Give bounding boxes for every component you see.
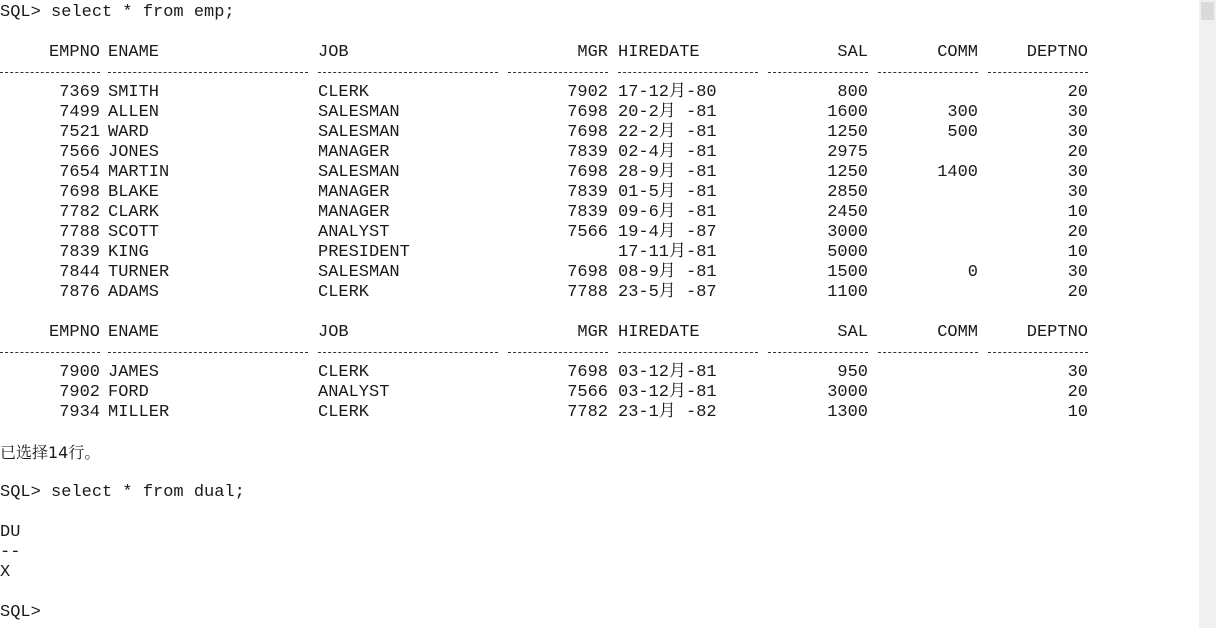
cell-comm [878,363,978,383]
cell-hiredate: 17-12月-80 [618,83,717,102]
cell-deptno: 10 [1067,403,1088,422]
separator-dashes-job [318,72,498,73]
column-header-job: JOB [318,43,349,62]
cell-comm: 0 [967,263,978,282]
separator-dashes-hiredate [618,72,758,73]
cell-sal: 2975 [827,143,868,162]
table-row [0,263,1100,283]
column-header-comm: COMM [937,43,978,62]
dual-row-value: X [0,563,11,582]
cell-comm [878,283,978,303]
cell-hiredate: 17-11月-81 [618,243,717,262]
cell-comm [878,143,978,163]
cell-comm [878,243,978,263]
cell-mgr: 7839 [567,203,608,222]
cell-empno: 7499 [59,103,100,122]
sql-prompt[interactable]: SQL> [0,603,41,622]
separator-dashes-job [318,352,498,353]
column-header-job: JOB [318,323,349,342]
cell-sal: 1600 [827,103,868,122]
cell-empno: 7698 [59,183,100,202]
cell-job: MANAGER [318,143,390,162]
cell-sal: 5000 [827,243,868,262]
cell-deptno: 20 [1067,223,1088,242]
cell-job: MANAGER [318,203,390,222]
cell-hiredate: 19-4月 -87 [618,223,717,242]
cell-comm [878,83,978,103]
cell-comm [878,223,978,243]
cell-empno: 7934 [59,403,100,422]
cell-sal: 1500 [827,263,868,282]
cell-sal: 800 [837,83,868,102]
rows-selected-message: 已选择14行。 [0,443,101,462]
cell-deptno: 10 [1067,203,1088,222]
column-header-empno: EMPNO [48,323,100,342]
cell-hiredate: 03-12月-81 [618,383,717,402]
cell-job: SALESMAN [318,163,400,182]
cell-ename: TURNER [108,263,170,282]
separator-dashes-deptno [988,352,1088,353]
cell-sal: 2450 [827,203,868,222]
column-header-hiredate: HIREDATE [618,43,700,62]
column-header-comm: COMM [937,323,978,342]
cell-mgr: 7788 [567,283,608,302]
cell-hiredate: 02-4月 -81 [618,143,717,162]
cell-ename: CLARK [108,203,160,222]
table-row [0,363,1100,383]
cell-comm: 500 [947,123,978,142]
cell-mgr [508,243,608,263]
cell-mgr: 7782 [567,403,608,422]
cell-mgr: 7902 [567,83,608,102]
separator-dashes-ename [108,72,308,73]
cell-deptno: 20 [1067,143,1088,162]
cell-job: CLERK [318,363,370,382]
cell-empno: 7521 [59,123,100,142]
cell-ename: SMITH [108,83,160,102]
cell-empno: 7844 [59,263,100,282]
cell-sal: 1300 [827,403,868,422]
cell-comm [878,183,978,203]
table-row [0,183,1100,203]
cell-mgr: 7698 [567,123,608,142]
table-row [0,223,1100,243]
cell-job: MANAGER [318,183,390,202]
cell-mgr: 7839 [567,183,608,202]
cell-deptno: 20 [1067,283,1088,302]
column-header-row [0,323,1100,343]
separator-dashes-sal [768,352,868,353]
dual-column-header: DU [0,523,21,542]
cell-ename: JONES [108,143,160,162]
cell-ename: MILLER [108,403,170,422]
separator-dashes-empno [0,352,100,353]
cell-job: CLERK [318,283,370,302]
cell-sal: 2850 [827,183,868,202]
separator-dashes-comm [878,352,978,353]
cell-ename: FORD [108,383,149,402]
column-separator-row [0,63,1100,83]
cell-mgr: 7698 [567,163,608,182]
table-row [0,283,1100,303]
cell-comm: 1400 [937,163,978,182]
cell-sal: 1100 [827,283,868,302]
table-row [0,403,1100,423]
cell-comm: 300 [947,103,978,122]
cell-deptno: 20 [1067,83,1088,102]
cell-ename: SCOTT [108,223,160,242]
column-separator-row [0,343,1100,363]
cell-hiredate: 23-1月 -82 [618,403,717,422]
table-row [0,123,1100,143]
cell-comm [878,403,978,423]
cell-mgr: 7698 [567,103,608,122]
cell-job: SALESMAN [318,103,400,122]
dual-column-separator: -- [0,543,21,562]
cell-comm [878,383,978,403]
cell-empno: 7654 [59,163,100,182]
cell-ename: BLAKE [108,183,160,202]
separator-dashes-mgr [508,352,608,353]
column-header-hiredate: HIREDATE [618,323,700,342]
separator-dashes-sal [768,72,868,73]
vertical-scrollbar[interactable] [1199,0,1216,628]
cell-sal: 3000 [827,383,868,402]
cell-hiredate: 28-9月 -81 [618,163,717,182]
cell-ename: WARD [108,123,149,142]
separator-dashes-empno [0,72,100,73]
cell-deptno: 30 [1067,263,1088,282]
cell-job: ANALYST [318,223,390,242]
column-header-mgr: MGR [577,323,608,342]
cell-deptno: 30 [1067,103,1088,122]
cell-hiredate: 08-9月 -81 [618,263,717,282]
cell-empno: 7788 [59,223,100,242]
cell-job: CLERK [318,83,370,102]
cell-mgr: 7698 [567,263,608,282]
cell-empno: 7369 [59,83,100,102]
column-header-ename: ENAME [108,323,160,342]
cell-ename: ALLEN [108,103,160,122]
cell-job: SALESMAN [318,263,400,282]
cell-hiredate: 23-5月 -87 [618,283,717,302]
column-header-ename: ENAME [108,43,160,62]
scrollbar-thumb[interactable] [1201,2,1214,20]
cell-deptno: 30 [1067,183,1088,202]
cell-hiredate: 01-5月 -81 [618,183,717,202]
cell-hiredate: 09-6月 -81 [618,203,717,222]
command-line-select-emp: SQL> select * from emp; [0,3,235,22]
cell-mgr: 7566 [567,383,608,402]
column-header-row [0,43,1100,63]
cell-sal: 1250 [827,163,868,182]
cell-job: SALESMAN [318,123,400,142]
cell-mgr: 7839 [567,143,608,162]
cell-deptno: 30 [1067,363,1088,382]
cell-empno: 7902 [59,383,100,402]
cell-job: ANALYST [318,383,390,402]
cell-empno: 7566 [59,143,100,162]
table-row [0,203,1100,223]
cell-ename: ADAMS [108,283,160,302]
cell-ename: JAMES [108,363,160,382]
column-header-deptno: DEPTNO [1026,43,1088,62]
cell-mgr: 7566 [567,223,608,242]
table-row [0,383,1100,403]
cell-hiredate: 20-2月 -81 [618,103,717,122]
cell-empno: 7876 [59,283,100,302]
cell-job: CLERK [318,403,370,422]
cell-empno: 7782 [59,203,100,222]
cell-hiredate: 22-2月 -81 [618,123,717,142]
cell-deptno: 20 [1067,383,1088,402]
cell-sal: 1250 [827,123,868,142]
command-line-select-dual: SQL> select * from dual; [0,483,245,502]
cell-job: PRESIDENT [318,243,410,262]
cell-deptno: 30 [1067,123,1088,142]
separator-dashes-mgr [508,72,608,73]
separator-dashes-hiredate [618,352,758,353]
cell-deptno: 30 [1067,163,1088,182]
cell-hiredate: 03-12月-81 [618,363,717,382]
table-row [0,83,1100,103]
column-header-deptno: DEPTNO [1026,323,1088,342]
cell-empno: 7839 [59,243,100,262]
table-row [0,243,1100,263]
separator-dashes-deptno [988,72,1088,73]
table-row [0,163,1100,183]
cell-comm [878,203,978,223]
cell-ename: MARTIN [108,163,170,182]
separator-dashes-comm [878,72,978,73]
table-row [0,143,1100,163]
cell-ename: KING [108,243,149,262]
cell-sal: 3000 [827,223,868,242]
column-header-sal: SAL [837,43,868,62]
cell-mgr: 7698 [567,363,608,382]
cell-deptno: 10 [1067,243,1088,262]
column-header-empno: EMPNO [48,43,100,62]
column-header-sal: SAL [837,323,868,342]
table-row [0,103,1100,123]
column-header-mgr: MGR [577,43,608,62]
cell-empno: 7900 [59,363,100,382]
separator-dashes-ename [108,352,308,353]
cell-sal: 950 [837,363,868,382]
